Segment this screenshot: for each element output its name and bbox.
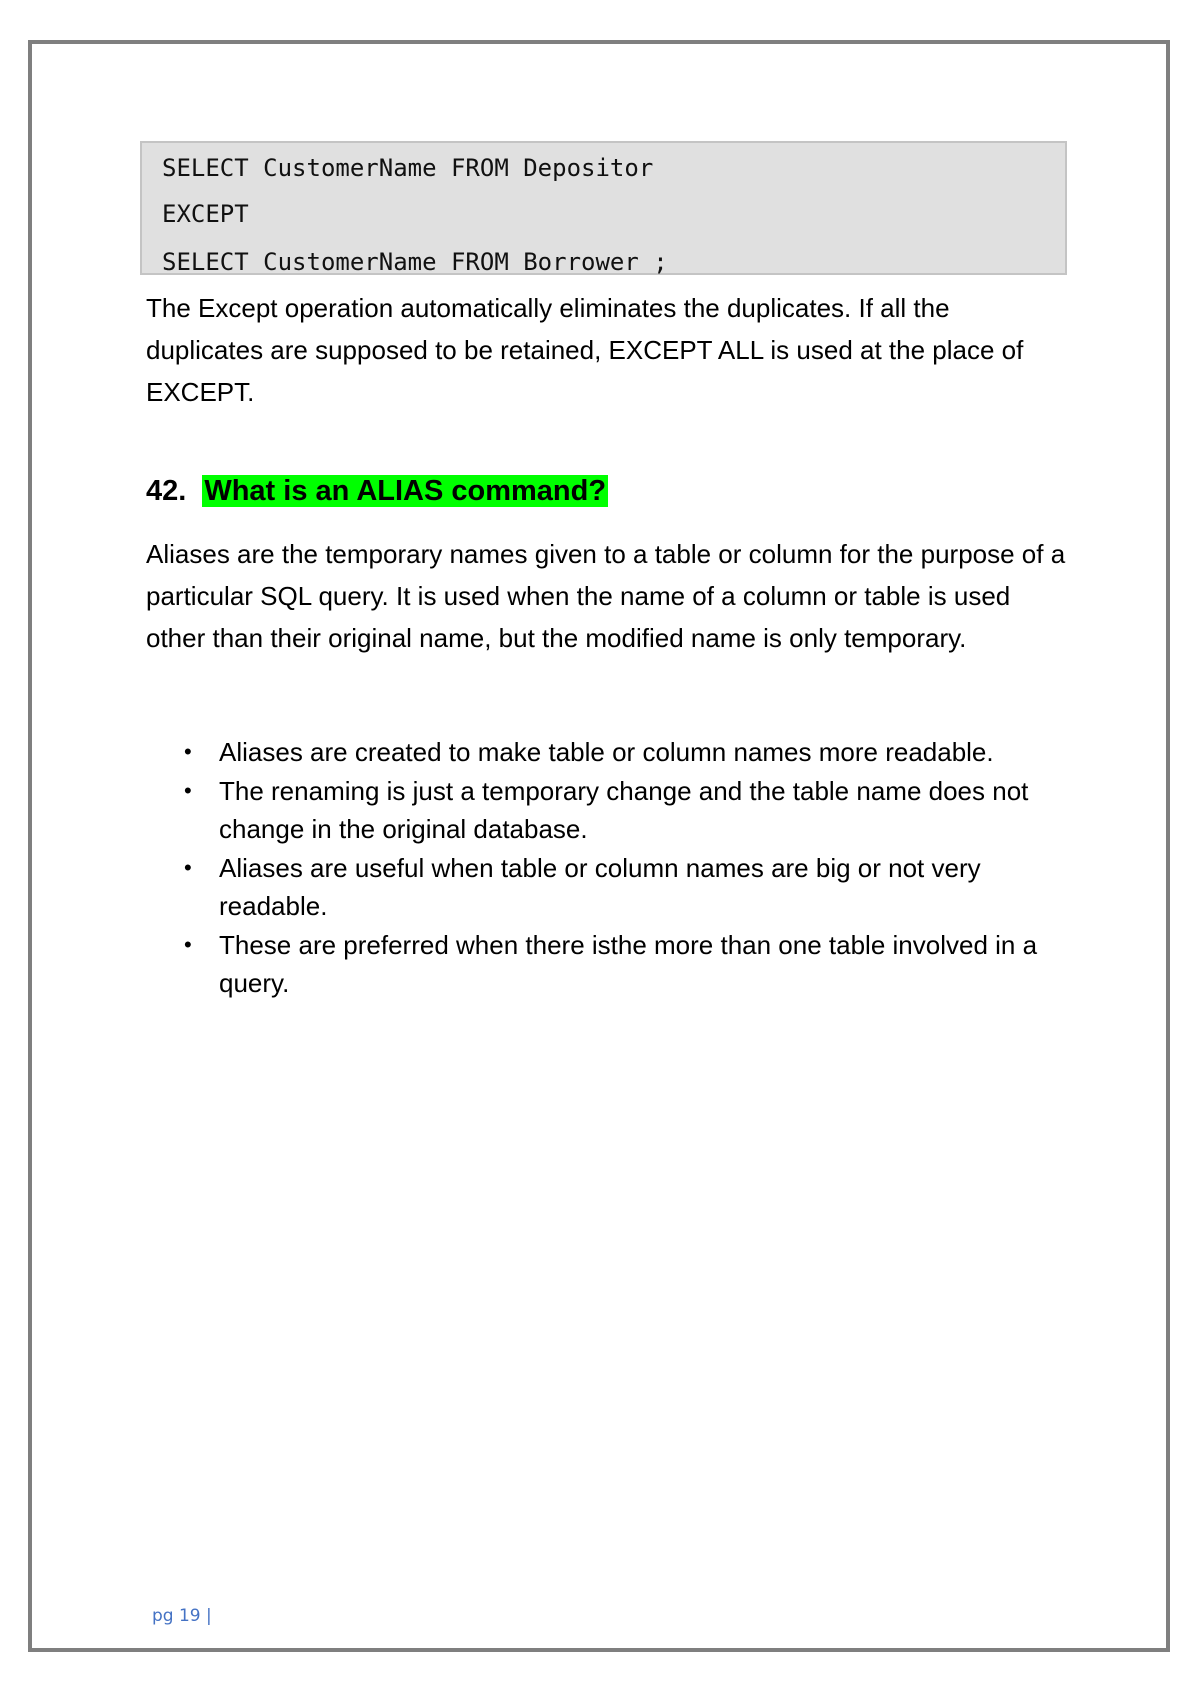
section-number: 42. <box>146 475 187 507</box>
code-block <box>140 141 1067 275</box>
code-line: SELECT CustomerName FROM Depositor <box>162 154 654 182</box>
list-item-text: These are preferred when there isthe more than one table involved in a query. <box>219 930 1038 998</box>
code-line: SELECT CustomerName FROM Borrower ; <box>162 248 668 276</box>
section-title: What is an ALIAS command? <box>204 475 607 507</box>
bullet-list <box>146 733 1066 1003</box>
bullet-icon: • <box>184 739 192 764</box>
list-item <box>146 849 1066 925</box>
except-paragraph: The Except operation automatically eliminates the duplicates. If all the duplicates are supposed to be retained, EXCEPT ALL is used at the place of EXCEPT. <box>146 293 1024 407</box>
page-number-footer: pg 19 | <box>152 1606 212 1626</box>
list-item <box>146 772 1066 848</box>
bullet-icon: • <box>184 778 192 803</box>
section-heading <box>146 470 608 512</box>
list-item <box>146 733 1066 771</box>
list-item-text: Aliases are useful when table or column names are big or not very readable. <box>219 853 981 921</box>
alias-intro-paragraph: Aliases are the temporary names given to a table or column for the purpose of a particular SQL query. It is used when the name of a column or table is used other than their original name, but the modified name is only temporary. <box>146 539 1066 653</box>
list-item-text: The renaming is just a temporary change and the table name does not change in the original database. <box>219 776 1029 844</box>
list-item-text: Aliases are created to make table or column names more readable. <box>219 737 994 767</box>
list-item <box>146 926 1066 1002</box>
bullet-icon: • <box>184 855 192 880</box>
code-line: EXCEPT <box>162 200 249 228</box>
bullet-icon: • <box>184 932 192 957</box>
